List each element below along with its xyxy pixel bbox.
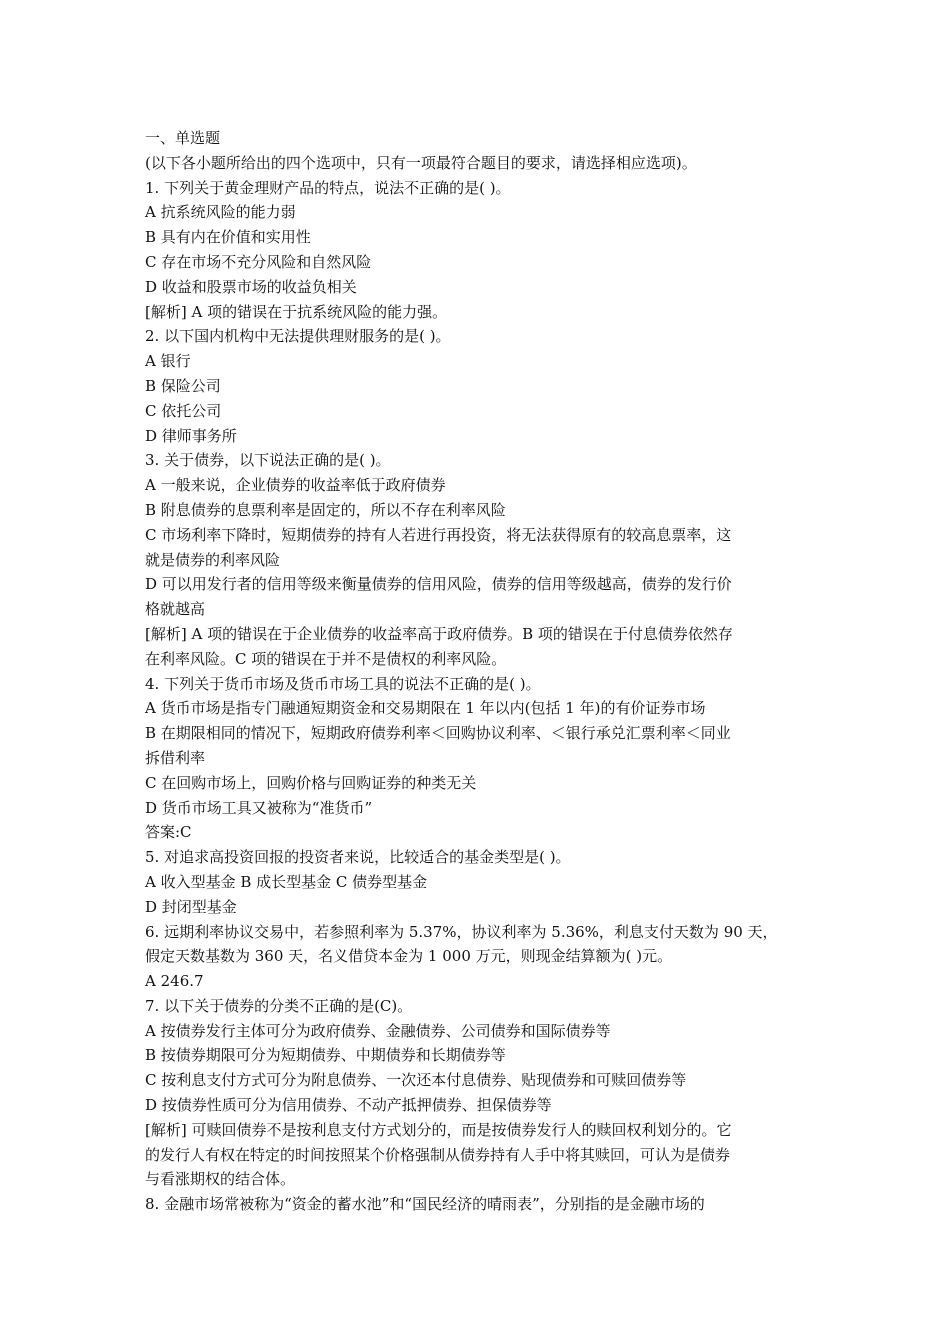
- question-3-option-d-line-1: D 可以用发行者的信用等级来衡量债券的信用风险，债券的信用等级越高，债券的发行价: [145, 575, 732, 594]
- question-4-option-a: A 货币市场是指专门融通短期资金和交易期限在 1 年以内(包括 1 年)的有价证券市场: [145, 699, 706, 718]
- question-5-stem: 5. 对追求高投资回报的投资者来说，比较适合的基金类型是( )。: [145, 848, 571, 867]
- question-4-option-b-line-1: B 在期限相同的情况下，短期政府债券利率＜回购协议利率、＜银行承兑汇票利率＜同业: [145, 724, 731, 743]
- question-4-option-d: D 货币市场工具又被称为“准货币”: [145, 798, 373, 817]
- question-3-option-d-line-2: 格就越高: [145, 600, 206, 619]
- question-3-analysis-line-1: [解析] A 项的错误在于企业债券的收益率高于政府债券。B 项的错误在于付息债券依然存: [145, 624, 733, 643]
- question-7-option-d: D 按债券性质可分为信用债券、不动产抵押债券、担保债券等: [145, 1096, 552, 1115]
- question-1-analysis: [解析] A 项的错误在于抗系统风险的能力强。: [145, 302, 448, 321]
- question-2-option-a: A 银行: [145, 352, 191, 371]
- question-7-option-b: B 按债券期限可分为短期债券、中期债券和长期债券等: [145, 1046, 506, 1065]
- document-body: [145, 126, 825, 1217]
- question-1-stem: 1. 下列关于黄金理财产品的特点，说法不正确的是( )。: [145, 178, 511, 197]
- question-1-option-c: C 存在市场不充分风险和自然风险: [145, 252, 372, 271]
- question-4-option-c: C 在回购市场上，回购价格与回购证券的种类无关: [145, 773, 477, 792]
- question-5-options-abc: A 收入型基金 B 成长型基金 C 债券型基金: [145, 872, 428, 891]
- question-3-option-c-line-1: C 市场利率下降时，短期债券的持有人若进行再投资，将无法获得原有的较高息票率，这: [145, 525, 732, 544]
- question-2-stem: 2. 以下国内机构中无法提供理财服务的是( )。: [145, 327, 451, 346]
- question-7-analysis-line-1: [解析] 可赎回债券不是按利息支付方式划分的，而是按债券发行人的赎回权利划分的。它: [145, 1120, 732, 1139]
- question-6-option-a: A 246.7: [145, 972, 204, 991]
- question-6-stem-line-1: 6. 远期利率协议交易中，若参照利率为 5.37%，协议利率为 5.36%，利息支付天数为 90 天，: [145, 922, 778, 941]
- question-3-option-a: A 一般来说，企业债券的收益率低于政府债券: [145, 476, 446, 495]
- question-1-option-a: A 抗系统风险的能力弱: [145, 203, 296, 222]
- question-4-answer: 答案:C: [145, 823, 192, 842]
- question-8-stem: 8. 金融市场常被称为“资金的蓄水池”和“国民经济的晴雨表”，分别指的是金融市场的: [145, 1195, 705, 1214]
- question-4-option-b-line-2: 拆借利率: [145, 748, 206, 767]
- question-7-option-a: A 按债券发行主体可分为政府债券、金融债券、公司债券和国际债券等: [145, 1021, 611, 1040]
- question-3-option-b: B 附息债券的息票利率是固定的，所以不存在利率风险: [145, 500, 506, 519]
- question-7-stem: 7. 以下关于债券的分类不正确的是(C)。: [145, 996, 413, 1015]
- question-1-option-b: B 具有内在价值和实用性: [145, 228, 311, 247]
- section-instruction: (以下各小题所给出的四个选项中，只有一项最符合题目的要求，请选择相应选项)。: [145, 153, 697, 172]
- question-2-option-d: D 律师事务所: [145, 426, 237, 445]
- question-6-stem-line-2: 假定天数基数为 360 天，名义借贷本金为 1 000 万元，则现金结算额为( )元。: [145, 947, 673, 966]
- question-7-option-c: C 按利息支付方式可分为附息债券、一次还本付息债券、贴现债券和可赎回债券等: [145, 1071, 687, 1090]
- question-3-option-c-line-2: 就是债券的利率风险: [145, 550, 281, 569]
- question-7-analysis-line-3: 与看涨期权的结合体。: [145, 1170, 296, 1189]
- question-7-analysis-line-2: 的发行人有权在特定的时间按照某个价格强制从债券持有人手中将其赎回，可认为是债券: [145, 1145, 731, 1164]
- question-1-option-d: D 收益和股票市场的收益负相关: [145, 277, 357, 296]
- question-3-stem: 3. 关于债券，以下说法正确的是( )。: [145, 451, 391, 470]
- question-3-analysis-line-2: 在利率风险。C 项的错误在于并不是债权的利率风险。: [145, 649, 507, 668]
- question-2-option-b: B 保险公司: [145, 376, 221, 395]
- question-4-stem: 4. 下列关于货币市场及货币市场工具的说法不正确的是( )。: [145, 674, 541, 693]
- question-2-option-c: C 依托公司: [145, 401, 222, 420]
- question-5-option-d: D 封闭型基金: [145, 897, 237, 916]
- section-heading: 一、单选题: [145, 129, 221, 147]
